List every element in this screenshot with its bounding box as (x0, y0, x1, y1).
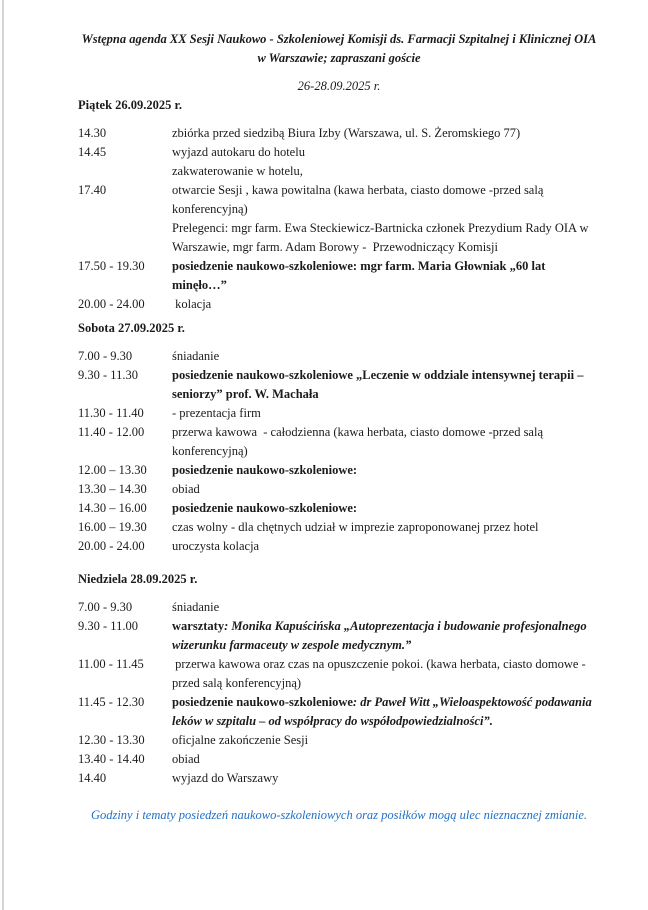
agenda-description (172, 124, 600, 143)
agenda-time: 7.00 - 9.30 (78, 349, 133, 363)
day-header: Piątek 26.09.2025 r. (78, 98, 183, 112)
agenda-row (78, 769, 600, 788)
agenda-row (78, 731, 600, 750)
agenda-row (78, 347, 600, 366)
agenda-time: 17.50 - 19.30 (78, 259, 145, 273)
agenda-row (78, 537, 600, 556)
text-segment: : dr Paweł Witt „Wieloaspektowość podawania leków w szpitalu – od współpracy do współodpowiedzialności”. (172, 695, 595, 728)
agenda-row (78, 655, 600, 693)
text-segment: śniadanie (172, 600, 220, 614)
text-segment: czas wolny - dla chętnych udział w imprezie zaproponowanej przez hotel (172, 520, 539, 534)
agenda-time: 11.40 - 12.00 (78, 425, 145, 439)
agenda-description (172, 518, 600, 537)
agenda-time: 12.30 - 13.30 (78, 733, 145, 747)
agenda-row (78, 617, 600, 655)
day-header: Sobota 27.09.2025 r. (78, 321, 185, 335)
text-segment: posiedzenie naukowo-szkoleniowe: mgr farm. Maria Głowniak „60 lat minęło…” (172, 259, 549, 292)
text-segment: otwarcie Sesji , kawa powitalna (kawa herbata, ciasto domowe -przed salą konferencyjną) (172, 183, 547, 216)
agenda-time: 12.00 – 13.30 (78, 463, 147, 477)
agenda-description (172, 181, 600, 219)
agenda-description (172, 617, 600, 655)
day-header: Niedziela 28.09.2025 r. (78, 572, 198, 586)
agenda-description (172, 769, 600, 788)
agenda-time: 20.00 - 24.00 (78, 539, 145, 553)
agenda-description (172, 480, 600, 499)
text-segment: zbiórka przed siedzibą Biura Izby (Warszawa, ul. S. Żeromskiego 77) (172, 126, 521, 140)
agenda-row (78, 295, 600, 314)
agenda-time: 14.30 (78, 126, 107, 140)
agenda-time: 9.30 - 11.30 (78, 368, 138, 382)
agenda-row (78, 404, 600, 423)
agenda-time: 14.30 – 16.00 (78, 501, 147, 515)
agenda-description (172, 366, 600, 404)
agenda-time: 11.00 - 11.45 (78, 657, 144, 671)
agenda-description (172, 423, 600, 461)
text-segment: wyjazd do Warszawy (172, 771, 279, 785)
agenda-time: 13.40 - 14.40 (78, 752, 145, 766)
text-segment: obiad (172, 752, 200, 766)
agenda-description (172, 461, 600, 480)
agenda-row (78, 750, 600, 769)
agenda-row (78, 162, 600, 181)
agenda-description (172, 162, 600, 181)
text-segment: wyjazd autokaru do hotelu (172, 145, 305, 159)
agenda-row (78, 366, 600, 404)
agenda-description (172, 598, 600, 617)
text-segment: posiedzenie naukowo-szkoleniowe: (172, 501, 358, 515)
day-section (78, 96, 600, 314)
agenda-description (172, 404, 600, 423)
agenda-time: 9.30 - 11.00 (78, 619, 138, 633)
agenda-row (78, 257, 600, 295)
agenda-row (78, 423, 600, 461)
agenda-description (172, 750, 600, 769)
agenda-description (172, 257, 600, 295)
text-segment: warsztaty (172, 619, 225, 633)
agenda-time: 11.45 - 12.30 (78, 695, 145, 709)
page-left-border (2, 0, 4, 910)
agenda-time: 20.00 - 24.00 (78, 297, 145, 311)
agenda-description (172, 655, 600, 693)
text-segment: - prezentacja firm (172, 406, 261, 420)
date-range: 26-28.09.2025 r. (297, 79, 381, 93)
agenda-description (172, 731, 600, 750)
text-segment: posiedzenie naukowo-szkoleniowe (172, 695, 353, 709)
text-segment: : Monika Kapuścińska „Autoprezentacja i budowanie profesjonalnego wizerunku farmaceuty w zespole medycznym.” (172, 619, 590, 652)
day-section (78, 570, 600, 788)
text-segment: przerwa kawowa oraz czas na opuszczenie pokoi. (kawa herbata, ciasto domowe -przed salą konferencyjną) (172, 657, 586, 690)
text-segment: śniadanie (172, 349, 220, 363)
agenda-row (78, 499, 600, 518)
agenda-row (78, 219, 600, 257)
agenda-description (172, 693, 600, 731)
agenda-time: 14.40 (78, 771, 107, 785)
agenda-time: 13.30 – 14.30 (78, 482, 147, 496)
agenda-row (78, 124, 600, 143)
agenda-time: 16.00 – 19.30 (78, 520, 147, 534)
agenda-description (172, 295, 600, 314)
agenda-row (78, 461, 600, 480)
agenda-days (78, 96, 600, 788)
text-segment: przerwa kawowa - całodzienna (kawa herbata, ciasto domowe -przed salą konferencyjną) (172, 425, 547, 458)
day-section (78, 319, 600, 556)
text-segment: Prelegenci: mgr farm. Ewa Steckiewicz-Bartnicka członek Prezydium Rady OIA w Warszawie, mgr farm. Adam Borowy - Przewodniczący Komisji (172, 221, 592, 254)
text-segment: posiedzenie naukowo-szkoleniowe: (172, 463, 358, 477)
agenda-time: 7.00 - 9.30 (78, 600, 133, 614)
text-segment: oficjalne zakończenie Sesji (172, 733, 309, 747)
agenda-row (78, 143, 600, 162)
agenda-row (78, 693, 600, 731)
text-segment: zakwaterowanie w hotelu, (172, 164, 303, 178)
text-segment: uroczysta kolacja (172, 539, 260, 553)
agenda-row (78, 598, 600, 617)
agenda-time: 17.40 (78, 183, 107, 197)
agenda-time: 14.45 (78, 145, 107, 159)
agenda-description (172, 347, 600, 366)
text-segment: obiad (172, 482, 200, 496)
text-segment: kolacja (172, 297, 212, 311)
agenda-time: 11.30 - 11.40 (78, 406, 144, 420)
text-segment: posiedzenie naukowo-szkoleniowe „Leczenie w oddziale intensywnej terapii – seniorzy” prof. W. Machała (172, 368, 587, 401)
agenda-row (78, 480, 600, 499)
document-title: Wstępna agenda XX Sesji Naukowo - Szkoleniowej Komisji ds. Farmacji Szpitalnej i Klinicznej OIA w Warszawie; zapraszani goście (81, 32, 597, 65)
agenda-row (78, 181, 600, 219)
footer-note: Godziny i tematy posiedzeń naukowo-szkoleniowych oraz posiłków mogą ulec nieznacznej zmianie. (90, 808, 588, 822)
agenda-description (172, 499, 600, 518)
agenda-description (172, 537, 600, 556)
agenda-row (78, 518, 600, 537)
agenda-description (172, 219, 600, 257)
agenda-description (172, 143, 600, 162)
